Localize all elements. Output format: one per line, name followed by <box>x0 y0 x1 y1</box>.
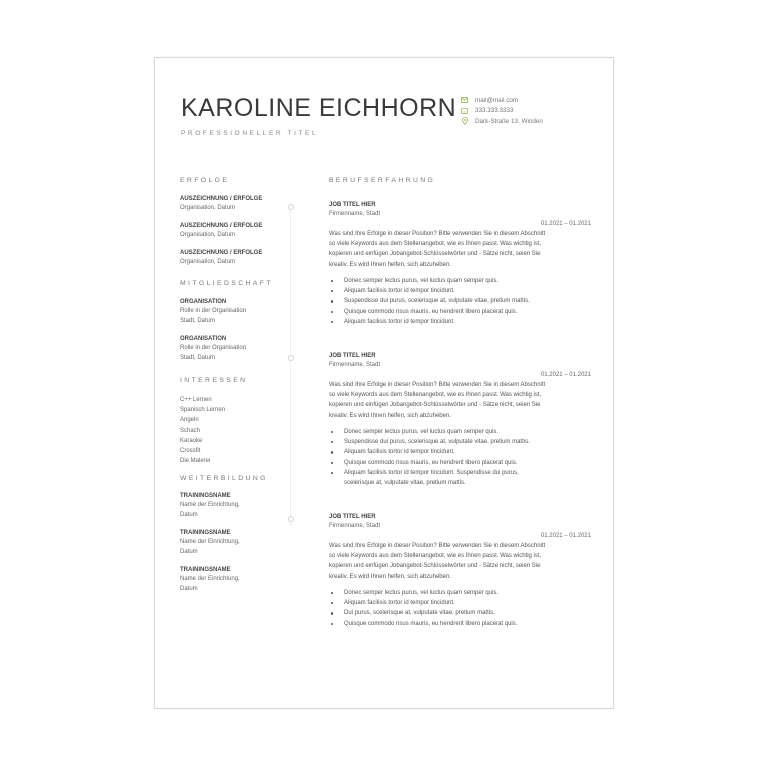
bullet-item: Suspendisse dui purus, scelerisque at, vulputate vitae, pretium mattis. <box>329 437 591 447</box>
interest-item: Angeln <box>180 417 199 424</box>
job-date: 01.2021 – 01.2021 <box>540 372 591 378</box>
section-heading-weiterbildung: WEITERBILDUNG <box>180 475 268 482</box>
job-entry <box>329 513 591 629</box>
training-item <box>180 492 290 520</box>
erfolge-list <box>180 195 290 268</box>
bullet-item: Suspendisse dui purus, scelerisque at, vulputate vitae, pretium mattis. <box>329 296 591 306</box>
training-item <box>180 566 290 594</box>
bullet-item: Aliquam facilisis tortor id tempor tincidunt. <box>329 447 591 457</box>
job-description <box>329 229 591 270</box>
bullet-item: Aliquam facilisis tortor id tempor tincidunt. <box>329 317 591 327</box>
interest-item: Spanisch Lernen <box>180 407 226 414</box>
job-description-line: kreativ. Es wird Ihnen helfen, sich abzuheben. <box>329 261 451 268</box>
membership-title: ORGANISATION <box>180 299 227 305</box>
job-description-line: so viele Keywords aus dem Stellenangebot, wie es Ihnen passt. Was wichtig ist, <box>329 241 542 248</box>
job-description-line: kopieren und einfügen Jobangebot-Schlüsselwörter und - Sätze nicht, seien Sie <box>329 563 541 570</box>
job-description-line: kopieren und einfügen Jobangebot-Schlüsselwörter und - Sätze nicht, seien Sie <box>329 251 541 258</box>
membership-title: ORGANISATION <box>180 336 227 342</box>
job-company: Firmenname, Stadt <box>329 211 381 217</box>
membership-role: Rolle in der Organisation <box>180 308 247 314</box>
interest-item: C++ Lernen <box>180 397 212 403</box>
professional-title: PROFESSIONELLER TITEL <box>181 130 319 137</box>
training-title: TRAININGSNAME <box>180 493 231 499</box>
job-description-line: Was sind Ihre Erfolge in dieser Position? Bitte verwenden Sie in diesem Abschnitt <box>329 382 546 388</box>
bullet-item: Donec semper lectus purus, vel luctus quam semper quis. <box>329 276 591 286</box>
candidate-name: KAROLINE EICHHORN <box>181 94 457 122</box>
job-company: Firmenname, Stadt <box>329 523 381 529</box>
training-date: Datum <box>180 548 198 555</box>
membership-item <box>180 298 290 326</box>
phone-icon <box>461 107 468 114</box>
job-description-line: Was sind Ihre Erfolge in dieser Position? Bitte verwenden Sie in diesem Abschnitt <box>329 543 546 549</box>
training-institution: Name der Einrichtung, <box>180 502 240 508</box>
training-list <box>180 492 290 594</box>
bullet-item: Quisque commodo risus mauris, eu hendrerit libero placerat quis. <box>329 458 591 468</box>
contact-address-text: Dark-Straße 13, Winden <box>475 117 543 125</box>
membership-city-date: Stadt, Datum <box>180 354 216 361</box>
contact-phone-text: 333.333.3333 <box>475 107 514 115</box>
job-description-line: so viele Keywords aus dem Stellenangebot, wie es Ihnen passt. Was wichtig ist, <box>329 392 542 399</box>
bullet-item: Aliquam facilisis tortor id tempor tincidunt. <box>329 286 591 296</box>
interests-list <box>180 395 290 466</box>
mitgliedschaft-list <box>180 298 290 363</box>
award-sub: Organisation, Datum <box>180 259 236 265</box>
training-institution: Name der Einrichtung, <box>180 539 240 545</box>
bullet-item: Donec semper lectus purus, vel luctus quam semper quis. <box>329 588 591 598</box>
award-title: AUSZEICHNUNG / ERFOLGE <box>180 223 263 229</box>
contact-block <box>461 95 543 127</box>
training-date: Datum <box>180 585 198 592</box>
timeline-line <box>290 206 291 526</box>
bullet-item: Donec semper lectus purus, vel luctus quam semper quis. <box>329 427 591 437</box>
job-entry <box>329 201 591 327</box>
bullet-item: Aliquam facilisis tortor id tempor tincidunt. Suspendisse dui purus, <box>329 468 591 478</box>
interest-item: Crossfit <box>180 448 201 455</box>
job-description <box>329 380 591 421</box>
erfolge-item <box>180 249 290 268</box>
interest-item: Karaoke <box>180 437 203 444</box>
erfolge-item <box>180 222 290 241</box>
job-description-line: kreativ. Es wird Ihnen helfen, sich abzuheben. <box>329 573 451 580</box>
award-title: AUSZEICHNUNG / ERFOLGE <box>180 250 263 256</box>
job-bullets <box>329 427 591 489</box>
job-title: JOB TITEL HIER <box>329 353 376 359</box>
interest-item: Schach <box>180 427 201 434</box>
job-date: 01.2021 – 01.2021 <box>540 533 591 539</box>
job-entry <box>329 352 591 489</box>
job-description-line: kopieren und einfügen Jobangebot-Schlüsselwörter und - Sätze nicht, seien Sie <box>329 402 541 409</box>
job-company: Firmenname, Stadt <box>329 362 381 368</box>
contact-email[interactable] <box>461 95 543 106</box>
job-bullets <box>329 276 591 327</box>
job-description-line: kreativ. Es wird Ihnen helfen, sich abzuheben. <box>329 412 451 419</box>
contact-address <box>461 116 543 127</box>
location-pin-icon <box>461 118 468 125</box>
section-heading-interessen: INTERESSEN <box>180 377 248 384</box>
bullet-item: Quisque commodo risus mauris, eu hendrerit libero placerat quis. <box>329 307 591 317</box>
contact-phone[interactable] <box>461 106 543 117</box>
erfolge-item <box>180 195 290 214</box>
job-bullets <box>329 588 591 629</box>
bullet-item: Quisque commodo risus mauris, eu hendrerit libero placerat quis. <box>329 619 591 629</box>
bullet-item: Aliquam facilisis tortor id tempor tincidunt. <box>329 598 591 608</box>
training-title: TRAININGSNAME <box>180 530 231 536</box>
contact-email-text: mail@mail.com <box>475 96 519 104</box>
training-institution: Name der Einrichtung, <box>180 576 240 582</box>
bullet-item-continuation: scelerisque at, vulputate vitae, pretium mattis. <box>344 480 466 487</box>
membership-role: Rolle in der Organisation <box>180 345 247 351</box>
award-sub: Organisation, Datum <box>180 205 236 211</box>
job-description-line: Was sind Ihre Erfolge in dieser Position? Bitte verwenden Sie in diesem Abschnitt <box>329 231 546 237</box>
training-item <box>180 529 290 557</box>
job-date: 01.2021 – 01.2021 <box>540 221 591 227</box>
section-heading-mitgliedschaft: MITGLIEDSCHAFT <box>180 280 273 287</box>
award-sub: Organisation, Datum <box>180 232 236 238</box>
bullet-item: Dui purus, scelerisque at, vulputate vitae, pretium mattis. <box>329 608 591 618</box>
job-title: JOB TITEL HIER <box>329 514 376 520</box>
resume-page <box>154 57 614 709</box>
job-description <box>329 541 591 582</box>
job-title: JOB TITEL HIER <box>329 202 376 208</box>
section-heading-berufserfahrung: BERUFSERFAHRUNG <box>329 177 436 184</box>
job-description-line: so viele Keywords aus dem Stellenangebot, wie es Ihnen passt. Was wichtig ist, <box>329 553 542 560</box>
membership-city-date: Stadt, Datum <box>180 317 216 324</box>
interest-item: Die Malerei <box>180 458 211 465</box>
award-title: AUSZEICHNUNG / ERFOLGE <box>180 196 263 202</box>
mail-icon <box>461 97 468 104</box>
section-heading-erfolge: ERFOLGE <box>180 177 230 184</box>
membership-item <box>180 335 290 363</box>
training-title: TRAININGSNAME <box>180 567 231 573</box>
training-date: Datum <box>180 511 198 518</box>
